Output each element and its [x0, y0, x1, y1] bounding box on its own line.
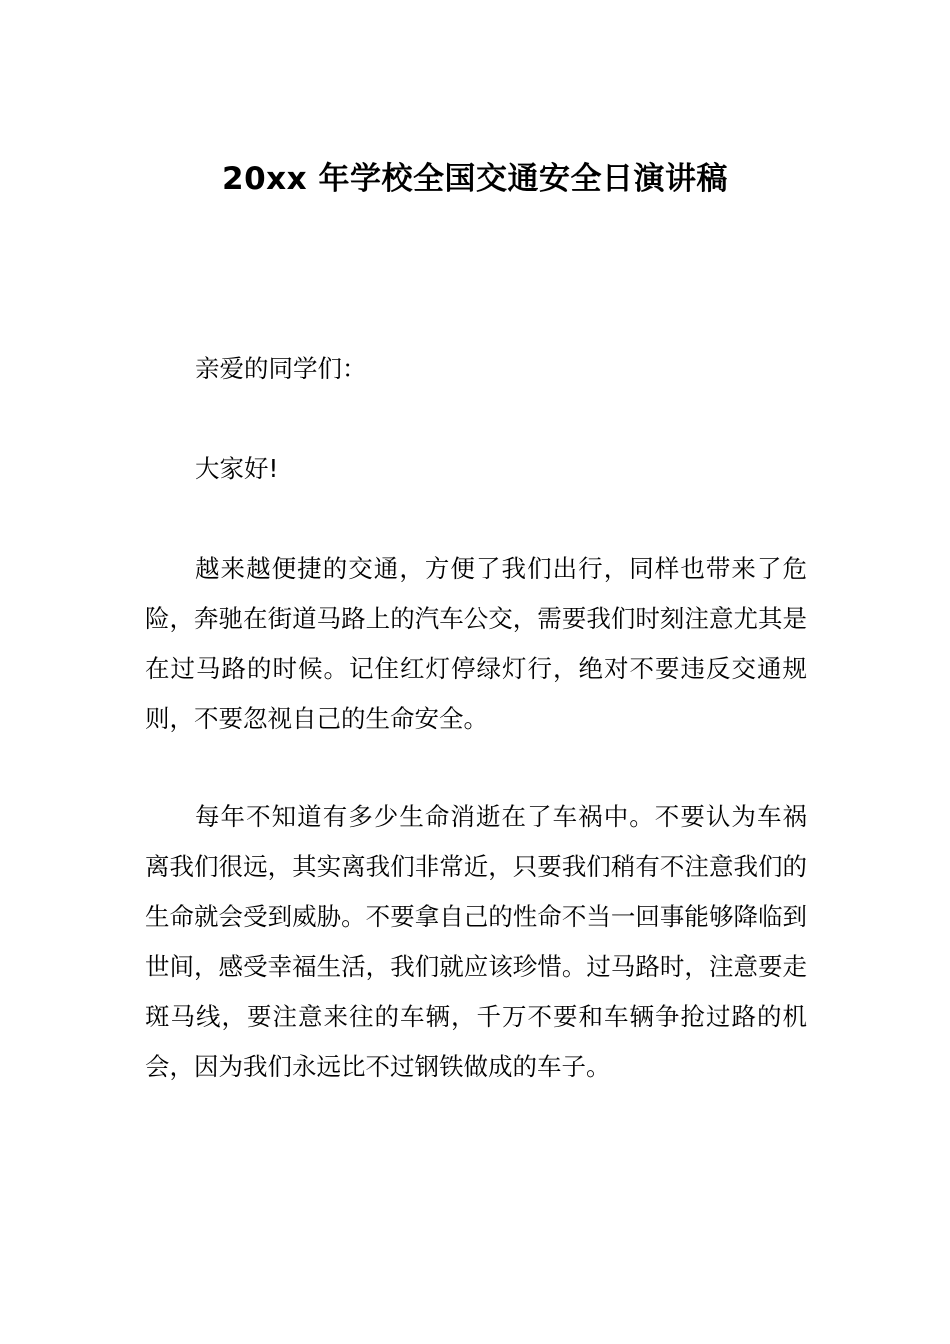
greeting-line: 亲爱的同学们： — [195, 354, 367, 383]
body-paragraph: 越来越便捷的交通，方便了我们出行，同样也带来了危险，奔驰在街道马路上的汽车公交，需要我们时刻注意尤其是在过马路的时候。记住红灯停绿灯行，绝对不要违反交通规则，不要忽视自己的生命安全。 — [145, 554, 807, 733]
document-title: 20xx 年学校全国交通安全日演讲稿 — [222, 161, 728, 197]
salutation-line: 大家好! — [195, 454, 279, 483]
body-paragraph: 每年不知道有多少生命消逝在了车祸中。不要认为车祸离我们很远，其实离我们非常近，只要我们稍有不注意我们的生命就会受到威胁。不要拿自己的性命不当一回事能够降临到世间，感受幸福生活，我们就应该珍惜。过马路时，注意要走斑马线，要注意来往的车辆，千万不要和车辆争抢过路的机会，因为我们永远比不过钢铁做成的车子。 — [145, 802, 807, 1081]
